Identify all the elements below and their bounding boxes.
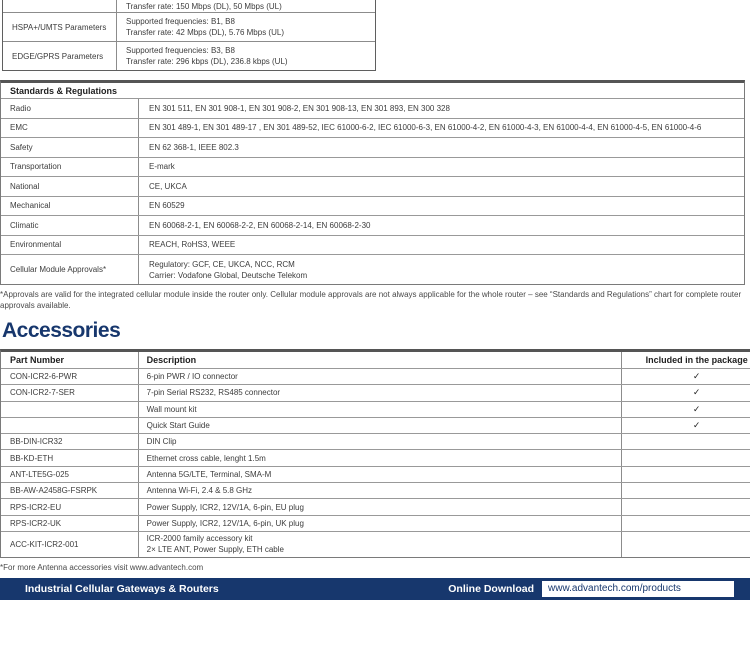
- parameter-value-cell: [116, 0, 375, 12]
- parameter-label-cell: EDGE/GPRS Parameters: [12, 51, 104, 61]
- standard-label-cell: Environmental: [10, 240, 62, 250]
- description-line: 6-pin PWR / IO connector: [146, 372, 238, 382]
- standard-label-cell: Transportation: [10, 162, 62, 172]
- standard-label-cell: Safety: [10, 142, 33, 152]
- included-header: Included in the package: [621, 352, 750, 368]
- table-row: [1, 368, 750, 384]
- table-row: [3, 0, 375, 12]
- accessories-table: [0, 349, 750, 558]
- description-cell: [138, 483, 622, 498]
- table-row: [1, 235, 744, 255]
- standard-line: EN 60068-2-1, EN 60068-2-2, EN 60068-2-14, EN 60068-2-30: [149, 220, 371, 230]
- part-number-cell: BB-DIN-ICR32: [10, 437, 63, 447]
- standard-line: EN 301 511, EN 301 908-1, EN 301 908-2, EN 301 908-13, EN 301 893, EN 300 328: [149, 103, 450, 113]
- included-check: [621, 499, 750, 514]
- parameter-line: Transfer rate: 42 Mbps (DL), 5.76 Mbps (UL): [126, 28, 284, 37]
- description-line: 7-pin Serial RS232, RS485 connector: [146, 388, 281, 398]
- standard-value-cell: [138, 197, 744, 216]
- standard-value-cell: [138, 177, 744, 196]
- online-download-label: Online Download: [448, 582, 534, 595]
- part-number-cell: ACC-KIT-ICR2-001: [10, 539, 79, 549]
- table-row: [1, 137, 744, 157]
- antenna-footnote: *For more Antenna accessories visit www.advantech.com: [0, 562, 204, 572]
- cellular-parameters-table: [2, 0, 376, 71]
- standards-regulations-section: [0, 80, 745, 311]
- description-line: 2× LTE ANT, Power Supply, ETH cable: [146, 545, 284, 555]
- part-number-cell: [1, 418, 138, 433]
- included-check: [621, 532, 750, 557]
- table-row: [1, 433, 750, 449]
- parameter-value-cell: [116, 13, 375, 41]
- section-header: Standards & Regulations: [10, 85, 118, 96]
- included-check: [621, 450, 750, 465]
- description-cell: [138, 516, 622, 531]
- part-number-cell: RPS-ICR2-UK: [10, 518, 62, 528]
- description-line: Power Supply, ICR2, 12V/1A, 6-pin, EU plug: [146, 502, 304, 512]
- table-row: [1, 482, 750, 498]
- table-row: [1, 215, 744, 235]
- standard-line: CE, UKCA: [149, 181, 187, 191]
- description-line: DIN Clip: [146, 437, 177, 447]
- table-header-row: [1, 352, 750, 368]
- description-line: Antenna Wi-Fi, 2.4 & 5.8 GHz: [146, 486, 253, 496]
- online-download-url[interactable]: www.advantech.com/products: [542, 581, 734, 597]
- table-row: [1, 449, 750, 465]
- table-row: [1, 498, 750, 514]
- standard-line: Regulatory: GCF, CE, UKCA, NCC, RCM: [149, 259, 295, 269]
- approvals-footnote: *Approvals are valid for the integrated cellular module inside the router only. Cellular module approvals are not always applicable for the whole router – see “Standards and Regulations” chart for complete router approvals available.: [0, 290, 742, 310]
- footer-product-family-label: Industrial Cellular Gateways & Routers: [25, 582, 219, 595]
- table-row: [1, 176, 744, 196]
- standard-line: REACH, RoHS3, WEEE: [149, 240, 236, 250]
- standard-line: EN 62 368-1, IEEE 802.3: [149, 142, 239, 152]
- description-cell: [138, 450, 622, 465]
- standard-line: EN 60529: [149, 201, 185, 211]
- description-cell: [138, 369, 622, 384]
- table-row: [3, 41, 375, 70]
- table-row: [1, 254, 744, 284]
- standard-value-cell: [138, 216, 744, 235]
- standard-value-cell: [138, 138, 744, 157]
- part-number-cell: RPS-ICR2-EU: [10, 502, 62, 512]
- standard-value-cell: [138, 236, 744, 255]
- parameter-value-cell: [116, 42, 375, 70]
- table-row: [1, 196, 744, 216]
- standard-label-cell: Climatic: [10, 220, 39, 230]
- accessories-heading: Accessories: [2, 319, 121, 342]
- standards-regulations-table: [0, 80, 745, 285]
- table-row: [1, 401, 750, 417]
- table-row: [3, 12, 375, 41]
- table-row: [1, 466, 750, 482]
- table-row: [1, 118, 744, 138]
- description-line: Ethernet cross cable, lenght 1.5m: [146, 453, 266, 463]
- part-number-cell: BB-AW-A2458G-FSRPK: [10, 486, 98, 496]
- parameter-line: Supported frequencies: B1, B8: [126, 17, 235, 26]
- standard-line: EN 301 489-1, EN 301 489-17 , EN 301 489-52, IEC 61000-6-2, IEC 61000-6-3, EN 61000-4-2, EN 61000-4-3, EN 61000-4-4, EN 61000-4-5, EN 61000-4-6: [149, 123, 702, 133]
- description-cell: [138, 467, 622, 482]
- description-line: Wall mount kit: [146, 404, 197, 414]
- part-number-header: Part Number: [10, 355, 65, 365]
- table-row: [1, 515, 750, 531]
- standard-line: E-mark: [149, 162, 175, 172]
- included-check: [621, 483, 750, 498]
- standard-line: Carrier: Vodafone Global, Deutsche Telekom: [149, 270, 308, 280]
- description-cell: [138, 532, 622, 557]
- description-cell: [138, 385, 622, 400]
- table-row: [1, 157, 744, 177]
- footer-bar: [0, 578, 750, 600]
- standard-label-cell: Radio: [10, 103, 31, 113]
- description-cell: [138, 402, 622, 417]
- standard-value-cell: [138, 119, 744, 138]
- included-check: [621, 516, 750, 531]
- description-line: Antenna 5G/LTE, Terminal, SMA-M: [146, 469, 272, 479]
- included-check: [621, 434, 750, 449]
- description-cell: [138, 418, 622, 433]
- standard-value-cell: [138, 158, 744, 177]
- included-check: [621, 467, 750, 482]
- standard-label-cell: EMC: [10, 123, 28, 133]
- standard-label-cell: Cellular Module Approvals*: [10, 265, 107, 274]
- table-row: [1, 417, 750, 433]
- standard-label-cell: National: [10, 181, 40, 191]
- parameter-line: Supported frequencies: B3, B8: [126, 46, 235, 55]
- part-number-cell: ANT-LTE5G-025: [10, 469, 69, 479]
- description-line: Quick Start Guide: [146, 421, 210, 431]
- parameter-label-cell: HSPA+/UMTS Parameters: [12, 22, 107, 32]
- description-cell: [138, 434, 622, 449]
- table-row: [1, 384, 750, 400]
- part-number-cell: CON-ICR2-6-PWR: [10, 372, 78, 382]
- included-check: ✓: [621, 418, 750, 433]
- part-number-cell: [1, 402, 138, 417]
- description-cell: [138, 499, 622, 514]
- part-number-cell: CON-ICR2-7-SER: [10, 388, 75, 398]
- included-check: ✓: [621, 369, 750, 384]
- table-row: [1, 98, 744, 118]
- table-row: [1, 531, 750, 557]
- parameter-line: Transfer rate: 150 Mbps (DL), 50 Mbps (UL): [126, 1, 282, 11]
- parameter-label-cell: [3, 0, 116, 12]
- description-header: Description: [138, 352, 622, 368]
- description-line: Power Supply, ICR2, 12V/1A, 6-pin, UK plug: [146, 518, 304, 528]
- description-line: ICR-2000 family accessory kit: [146, 534, 253, 544]
- standard-label-cell: Mechanical: [10, 201, 51, 211]
- parameter-line: Transfer rate: 296 kbps (DL), 236.8 kbps (UL): [126, 57, 288, 66]
- part-number-cell: BB-KD-ETH: [10, 453, 54, 463]
- included-check: ✓: [621, 385, 750, 400]
- included-check: ✓: [621, 402, 750, 417]
- standard-value-cell: [138, 99, 744, 118]
- standard-value-cell: [138, 255, 744, 284]
